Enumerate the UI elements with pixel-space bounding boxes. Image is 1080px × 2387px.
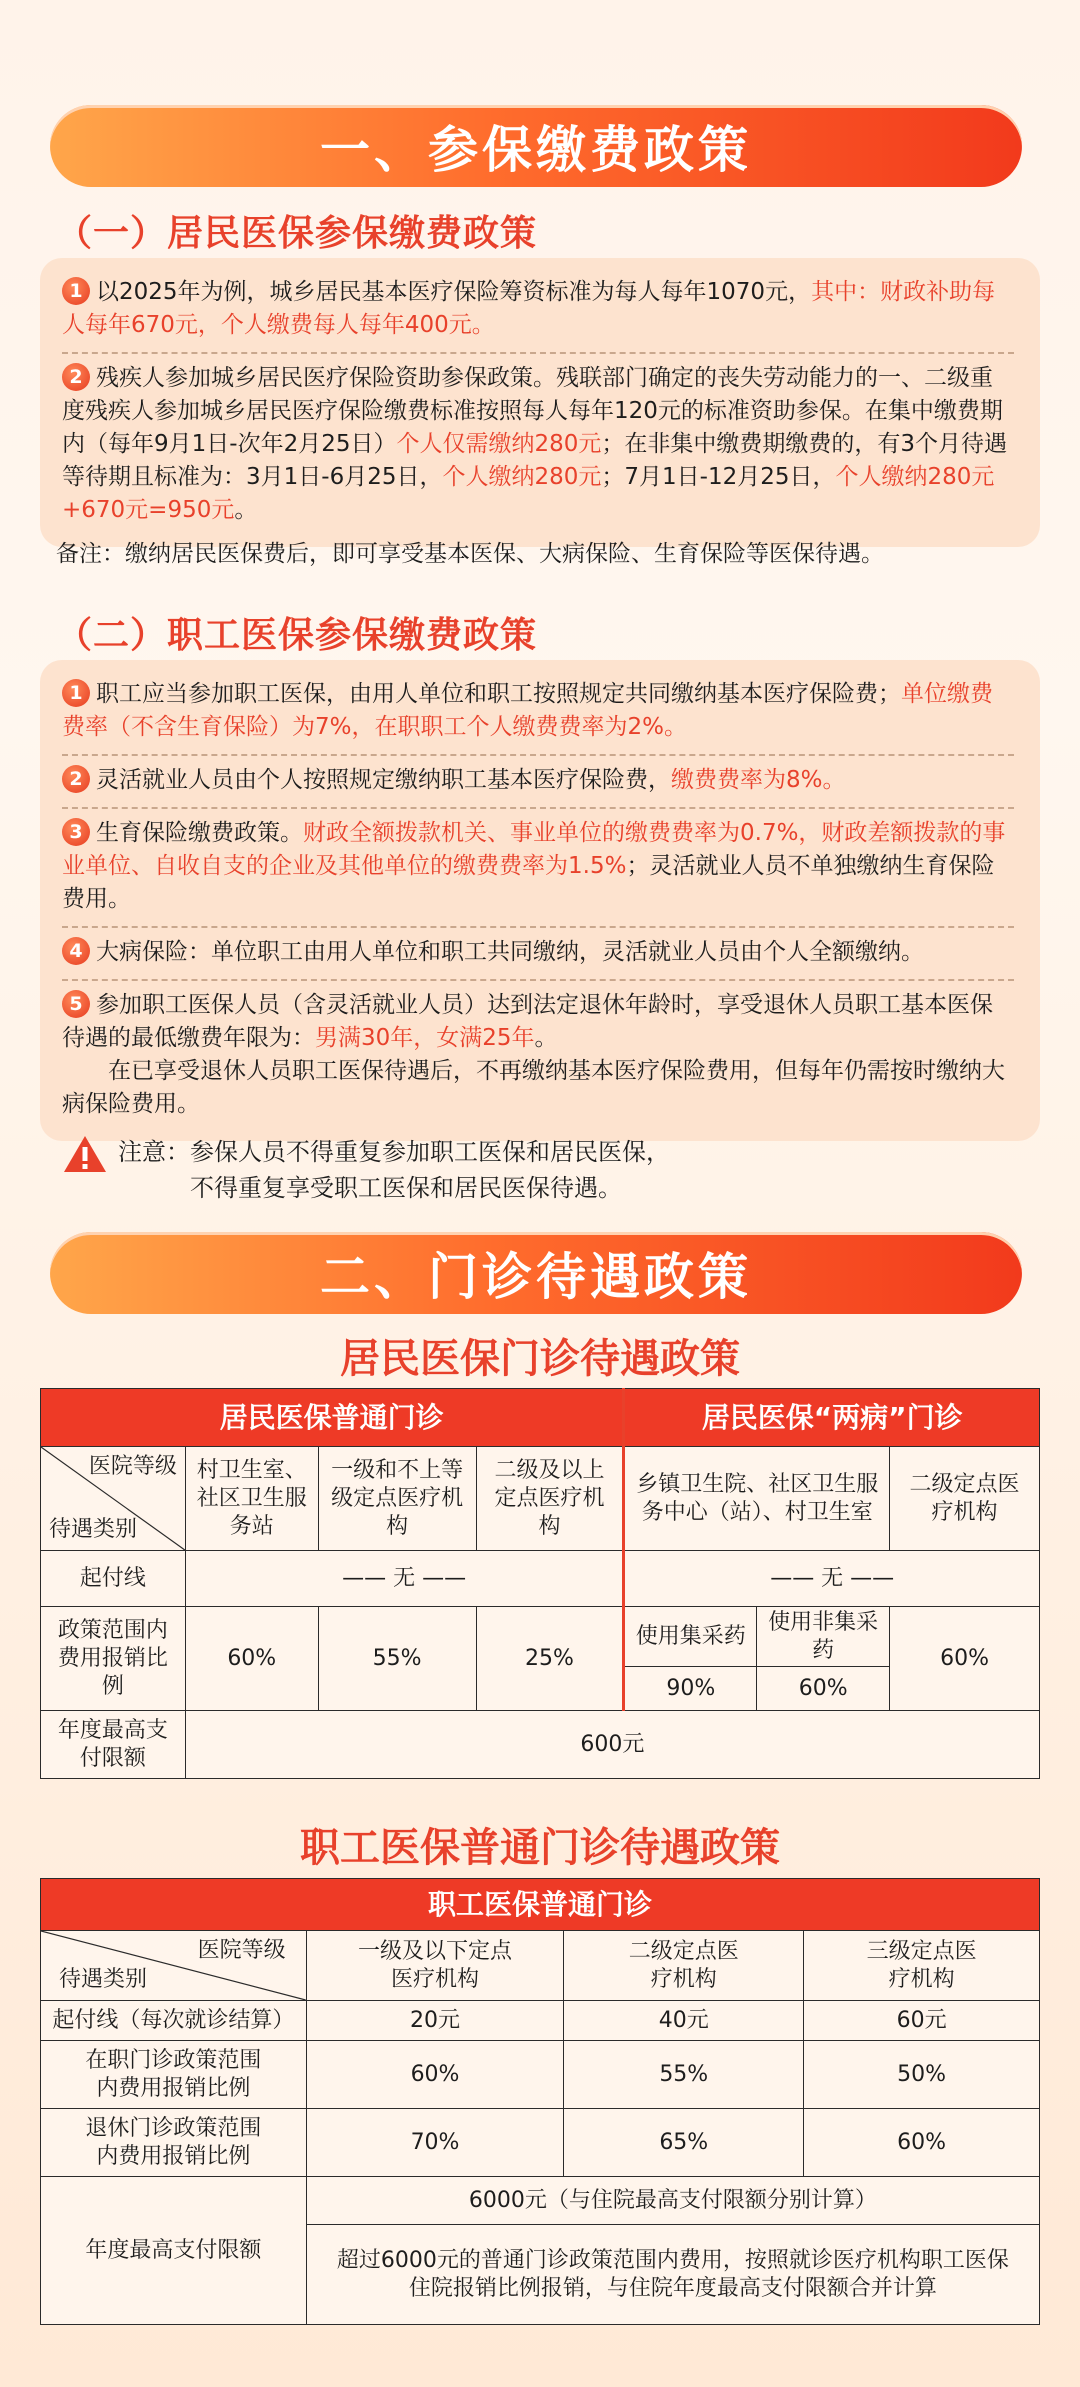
table-cell: 55% [564, 2041, 804, 2109]
item-text: ；灵活就业人员不单独缴纳生育保险费用。 [62, 853, 995, 912]
number-badge: 3 [62, 818, 90, 846]
list-item [62, 268, 1014, 352]
number-badge: 1 [62, 277, 90, 305]
warning-line: 注意：参保人员不得重复参加职工医保和居民医保， [118, 1138, 670, 1166]
item-text: 大病保险：单位职工由用人单位和职工共同缴纳，灵活就业人员由个人全额缴纳。 [96, 939, 924, 965]
item-text: 参加职工医保人员（含灵活就业人员）达到法定退休年龄时，享受退休人员职工基本医保待遇的最低缴费年限为： [62, 992, 993, 1051]
column-header: 三级定点医疗机构 [804, 1931, 1040, 2001]
row-label: 起付线 [41, 1551, 186, 1607]
resident-table-title: 居民医保门诊待遇政策 [340, 1336, 740, 1382]
section2-banner: 二、门诊待遇政策 [50, 1232, 1022, 1314]
column-header: 一级及以下定点医疗机构 [306, 1931, 564, 2001]
row-label: 在职门诊政策范围内费用报销比例 [41, 2041, 307, 2109]
column-header: 村卫生室、社区卫生服务站 [185, 1447, 318, 1551]
column-header: 二级定点医疗机构 [890, 1447, 1040, 1551]
column-header: 乡镇卫生院、社区卫生服务中心（站）、村卫生室 [624, 1447, 890, 1551]
warning-text [118, 1134, 670, 1206]
table-cell: 60元 [804, 2001, 1040, 2041]
diagonal-header-cell [41, 1447, 186, 1551]
table-cell: 使用集采药 [624, 1607, 757, 1667]
table-cell: 55% [318, 1607, 476, 1711]
list-item [62, 926, 1014, 979]
warning-line: 不得重复享受职工医保和居民医保待遇。 [190, 1174, 622, 1202]
table-cell: 600元 [185, 1711, 1039, 1779]
section1-banner: 一、参保缴费政策 [50, 105, 1022, 187]
item-highlight: 男满30年，女满25年 [315, 1025, 535, 1051]
table-cell: 60% [890, 1607, 1040, 1711]
item-text: 在已享受退休人员职工医保待遇后，不再缴纳基本医疗保险费用，但每年仍需按时缴纳大病保险费用。 [62, 1058, 1005, 1117]
number-badge: 1 [62, 679, 90, 707]
table-cell: 60% [757, 1667, 890, 1711]
table-cell: 90% [624, 1667, 757, 1711]
item-text: 。 [234, 497, 258, 523]
list-item [62, 807, 1014, 926]
column-header: 二级定点医疗机构 [564, 1931, 804, 2001]
table-cell: —— 无 —— [624, 1551, 1040, 1607]
table-cell: 60% [804, 2109, 1040, 2177]
table-cell: 超过6000元的普通门诊政策范围内费用，按照就诊医疗机构职工医保住院报销比例报销，与住院年度最高支付限额合并计算 [306, 2225, 1039, 2325]
item-text: 灵活就业人员由个人按照规定缴纳职工基本医疗保险费， [96, 767, 671, 793]
warning-icon [62, 1134, 108, 1174]
item-text: 残疾人参加城乡居民医疗保险资助参保政策。残联部门确定的丧失劳动能力的一、二级重度残疾人参加城乡居民医疗保险缴费标准按照每人每年120元的标准资助参保。在集中缴费期内（每年9月1日-次年2月25日） [62, 365, 1003, 457]
column-header: 二级及以上定点医疗机构 [476, 1447, 624, 1551]
item-text: ；在非集中缴费期缴费的，有3个月待遇等待期且标准为：3月1日-6月25日， [62, 431, 1008, 490]
list-item [62, 979, 1014, 1131]
item-highlight: 个人仅需缴纳280元 [396, 431, 602, 457]
item-text: ；7月1日-12月25日， [601, 464, 836, 490]
resident-outpatient-table [40, 1388, 1040, 1779]
list-item [62, 670, 1014, 754]
number-badge: 2 [62, 765, 90, 793]
list-item [62, 754, 1014, 807]
number-badge: 5 [62, 990, 90, 1018]
table-cell: 50% [804, 2041, 1040, 2109]
table-cell: 65% [564, 2109, 804, 2177]
list-item [62, 352, 1014, 537]
table-cell: 70% [306, 2109, 564, 2177]
row-label: 年度最高支付限额 [41, 2177, 307, 2325]
number-badge: 2 [62, 363, 90, 391]
table-cell: 6000元（与住院最高支付限额分别计算） [306, 2177, 1039, 2225]
employee-table-title: 职工医保普通门诊待遇政策 [300, 1825, 780, 1871]
table-cell: 25% [476, 1607, 624, 1711]
resident-contribution-title: （一）居民医保参保缴费政策 [56, 213, 538, 254]
resident-general-header: 居民医保普通门诊 [41, 1389, 624, 1447]
item-text: 。 [534, 1025, 558, 1051]
resident-contribution-card [40, 258, 1040, 547]
employee-outpatient-table [40, 1878, 1040, 2325]
item-text: 以2025年为例，城乡居民基本医疗保险筹资标准为每人每年1070元， [96, 279, 812, 305]
table-cell: 40元 [564, 2001, 804, 2041]
diag-label-top: 医院等级 [88, 1454, 177, 1479]
employee-contribution-card [40, 660, 1040, 1141]
diagonal-header-cell [41, 1931, 307, 2001]
item-highlight: 个人缴纳280元+670元=950元 [62, 464, 995, 523]
table-cell: —— 无 —— [185, 1551, 624, 1607]
item-text: 生育保险缴费政策。 [96, 820, 303, 846]
row-label: 起付线（每次就诊结算） [41, 2001, 307, 2041]
employee-general-header: 职工医保普通门诊 [41, 1879, 1040, 1931]
row-label: 退休门诊政策范围内费用报销比例 [41, 2109, 307, 2177]
resident-note: 备注：缴纳居民医保费后，即可享受基本医保、大病保险、生育保险等医保待遇。 [56, 541, 884, 567]
table-cell: 60% [306, 2041, 564, 2109]
diag-label-bottom: 待遇类别 [59, 1967, 148, 1992]
item-highlight: 缴费费率为8%。 [671, 767, 846, 793]
table-cell: 20元 [306, 2001, 564, 2041]
item-text: 职工应当参加职工医保，由用人单位和职工按照规定共同缴纳基本医疗保险费； [96, 681, 901, 707]
employee-contribution-title: （二）职工医保参保缴费政策 [56, 615, 538, 656]
number-badge: 4 [62, 937, 90, 965]
diag-label-bottom: 待遇类别 [49, 1517, 138, 1542]
item-highlight: 个人缴纳280元 [442, 464, 602, 490]
table-cell: 60% [185, 1607, 318, 1711]
item-highlight: 单位缴费费率（不含生育保险）为7%，在职职工个人缴费费率为2%。 [62, 681, 993, 740]
item-highlight: 财政全额拨款机关、事业单位的缴费费率为0.7%，财政差额拨款的事业单位、自收自支的企业及其他单位的缴费费率为1.5% [62, 820, 1006, 879]
table-cell: 使用非集采药 [757, 1607, 890, 1667]
row-label: 年度最高支付限额 [41, 1711, 186, 1779]
diag-label-top: 医院等级 [197, 1938, 286, 1963]
resident-two-disease-header: 居民医保“两病”门诊 [624, 1389, 1040, 1447]
item-highlight: 其中：财政补助每人每年670元，个人缴费每人每年400元。 [62, 279, 996, 338]
row-label: 政策范围内费用报销比例 [41, 1607, 186, 1711]
column-header: 一级和不上等级定点医疗机构 [318, 1447, 476, 1551]
